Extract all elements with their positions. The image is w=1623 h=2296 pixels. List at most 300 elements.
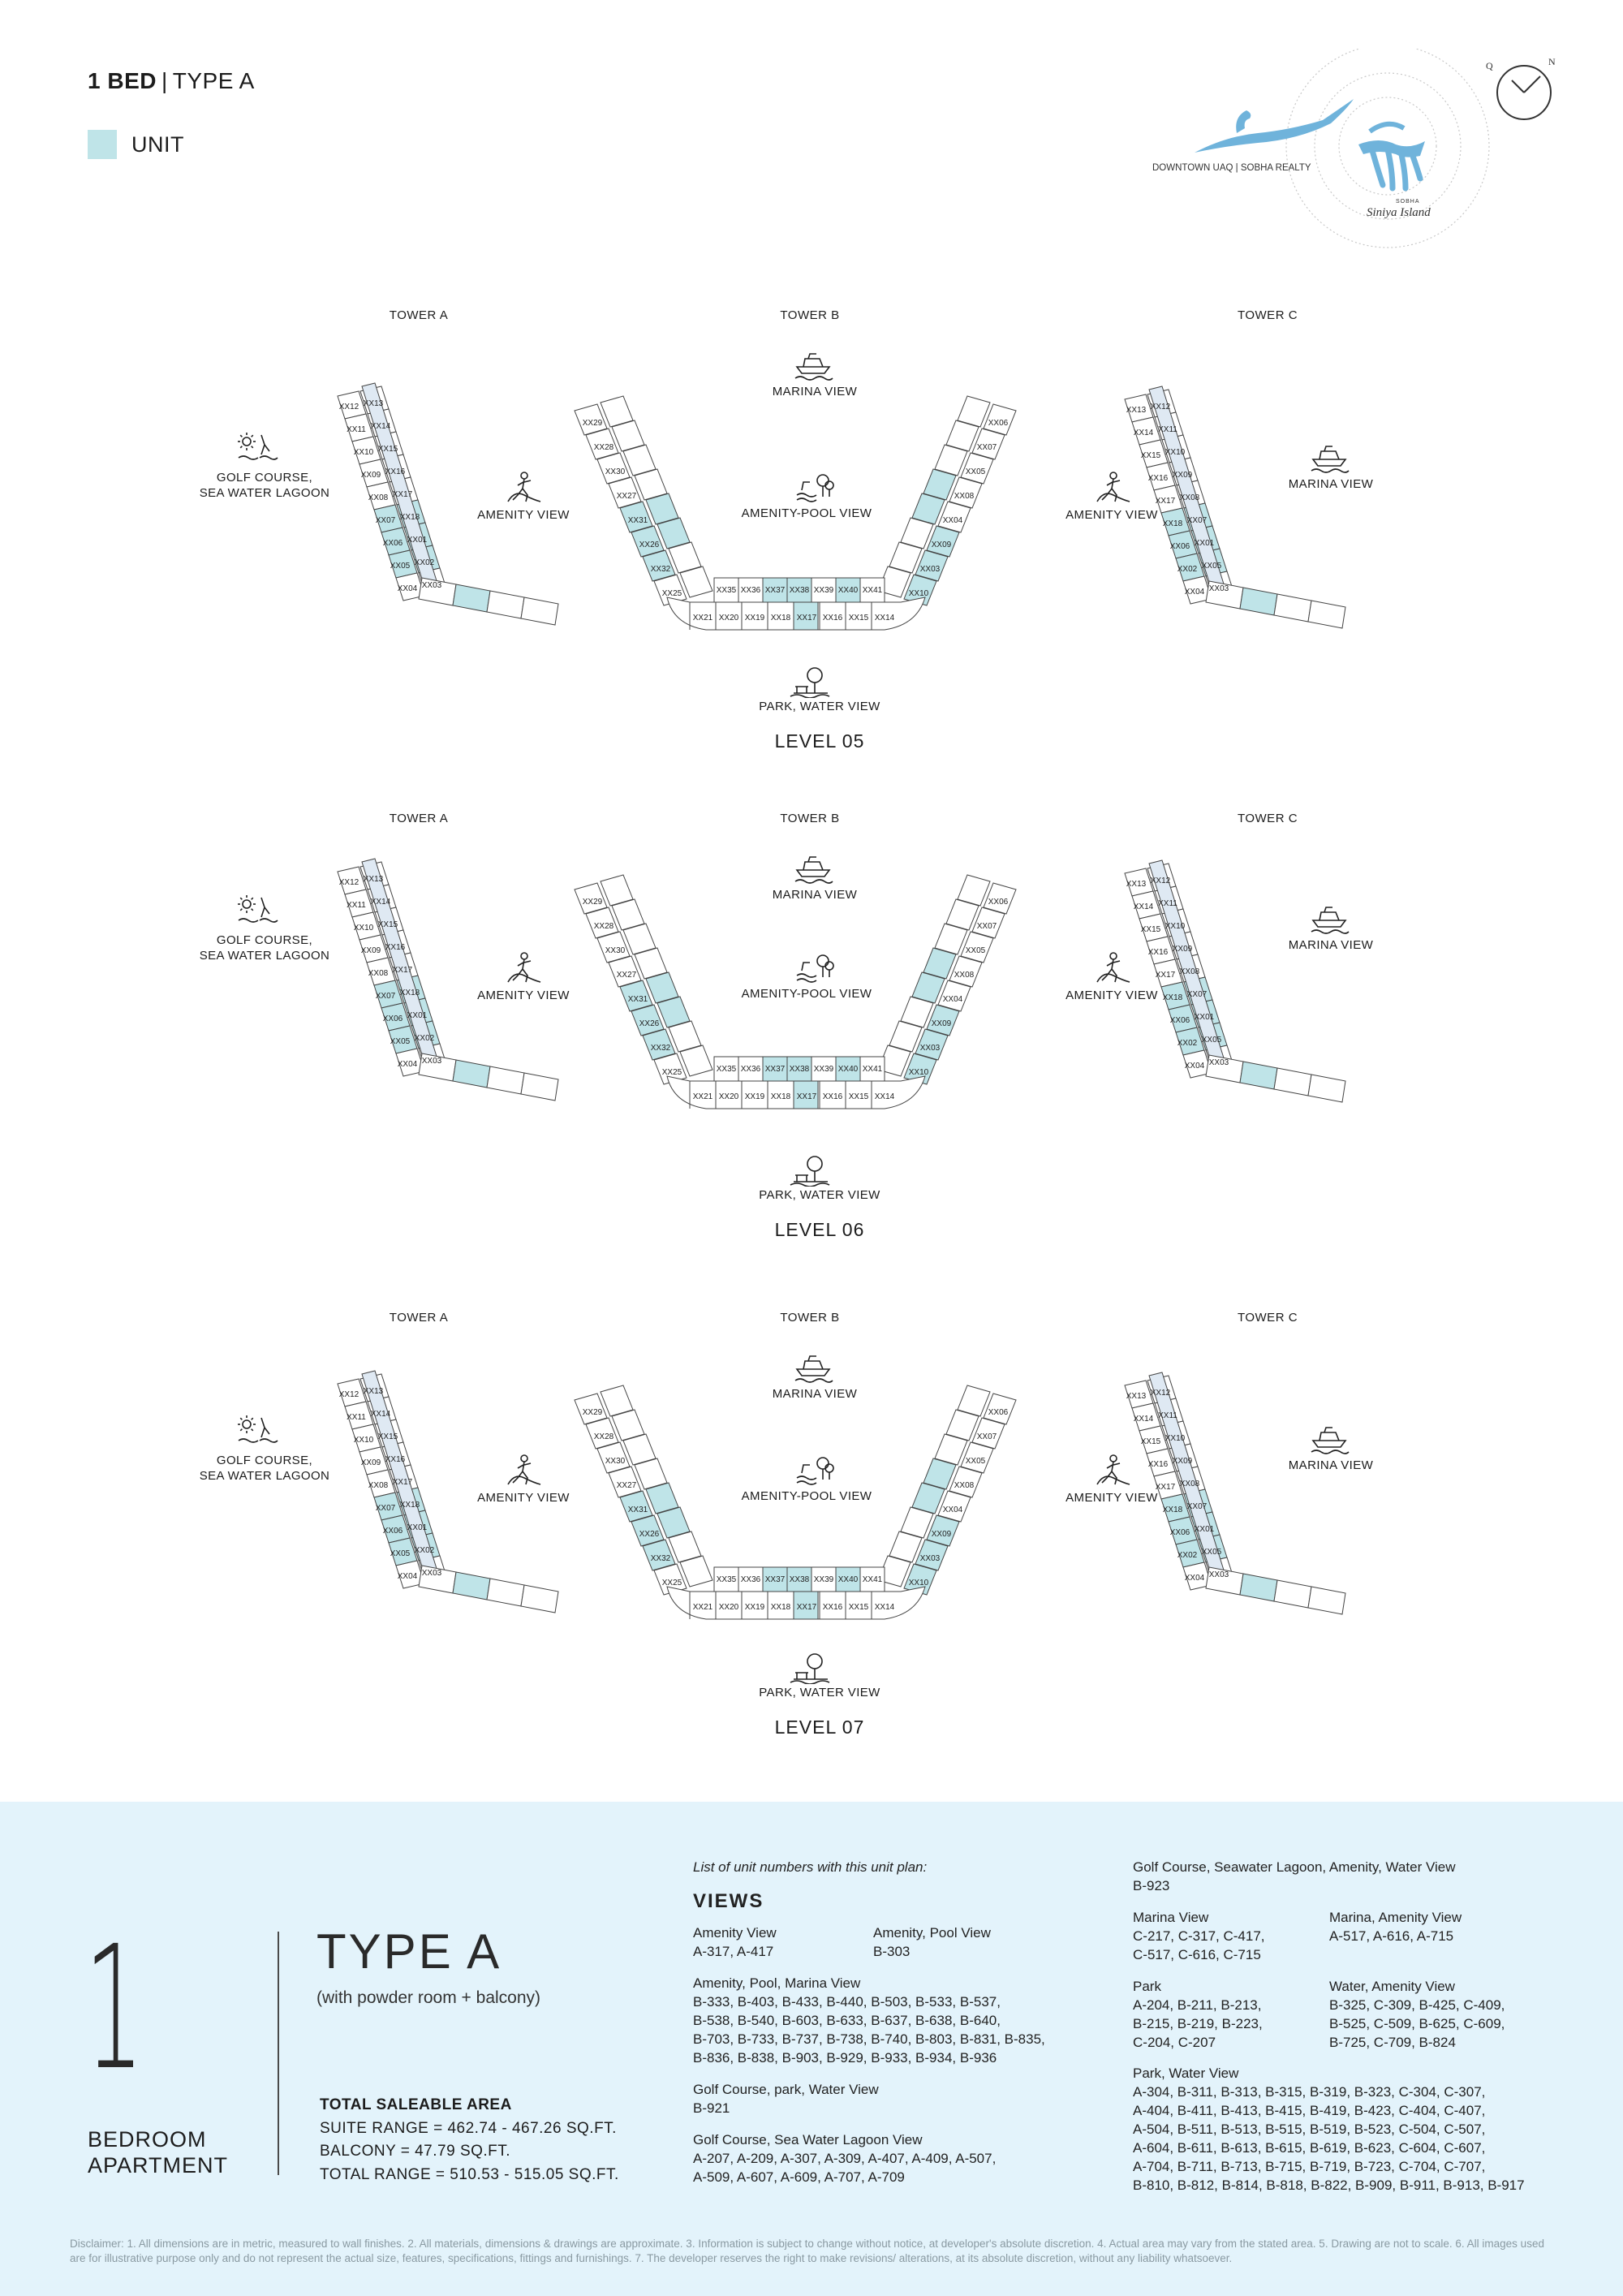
unit-label: XX11 — [347, 1413, 366, 1422]
unit-label: XX31 — [627, 995, 648, 1004]
unit-label: XX40 — [837, 586, 859, 595]
marina-icon — [792, 1351, 834, 1384]
unit-label: XX39 — [813, 586, 834, 595]
unit-label: XX17 — [796, 1603, 817, 1612]
unit-label: XX05 — [390, 1549, 411, 1558]
unit-label: XX26 — [639, 541, 660, 549]
unit-label: XX06 — [1169, 1016, 1190, 1025]
unit-label: XX35 — [716, 586, 737, 595]
unit-label: XX13 — [1126, 406, 1147, 415]
view-group-units: A-207, A-209, A-307, A-309, A-407, A-409, A-507, — [693, 2150, 997, 2166]
unit-label: XX41 — [862, 1575, 883, 1584]
unit-label: XX05 — [965, 467, 986, 476]
unit-label: XX07 — [375, 516, 396, 525]
tower-label: TOWER A — [389, 1311, 449, 1325]
unit-label: XX04 — [942, 995, 963, 1004]
view-group-title: Golf Course, park, Water View — [693, 2081, 879, 2097]
unit-label: XX17 — [392, 490, 413, 499]
unit-label: XX26 — [639, 1019, 660, 1028]
park-water-view-label: PARK, WATER VIEW — [759, 1188, 880, 1202]
unit-label: XX18 — [399, 989, 420, 997]
pool-icon — [792, 471, 834, 503]
view-group — [1133, 1859, 1555, 1896]
amenity-pool-view-label: AMENITY-POOL VIEW — [741, 506, 872, 520]
amenity-pool-view-label: AMENITY-POOL VIEW — [741, 1489, 872, 1503]
unit-label: XX15 — [848, 1603, 869, 1612]
amenity-icon — [502, 1454, 544, 1486]
view-group-units: A-604, B-611, B-613, B-615, B-619, B-623, C-604, C-607, — [1133, 2140, 1486, 2156]
tower-label: TOWER C — [1237, 308, 1298, 322]
unit-label: XX13 — [1126, 880, 1147, 889]
unit-label: XX14 — [370, 422, 391, 431]
golf-lagoon-icon — [237, 430, 279, 463]
view-group-units: C-217, C-317, C-417, — [1133, 1928, 1265, 1944]
unit-cell — [1274, 594, 1311, 622]
bedroom-label: BEDROOM — [88, 2127, 207, 2152]
views-column-1 — [693, 1859, 1115, 2200]
golf-lagoon-icon — [237, 1413, 279, 1445]
unit-label: XX03 — [421, 581, 442, 590]
unit-label: XX40 — [837, 1575, 859, 1584]
amenity-icon — [1091, 1454, 1133, 1486]
unit-label: XX03 — [1208, 584, 1229, 593]
unit-label: XX09 — [1172, 945, 1193, 954]
unit-label: XX12 — [1150, 877, 1171, 885]
unit-cell — [1240, 1574, 1277, 1601]
unit-label: XX27 — [616, 971, 637, 980]
unit-label: XX07 — [976, 443, 997, 452]
unit-label: XX36 — [740, 1065, 761, 1074]
unit-label: XX06 — [1169, 1528, 1190, 1537]
unit-label: XX14 — [1133, 429, 1154, 437]
view-group — [693, 1924, 873, 1962]
unit-label: XX40 — [837, 1065, 859, 1074]
amenity-icon — [1091, 951, 1133, 984]
level-title: LEVEL 05 — [774, 730, 865, 752]
suite-range: SUITE RANGE = 462.74 - 467.26 SQ.FT. — [320, 2119, 617, 2137]
unit-label: XX01 — [1194, 539, 1215, 548]
marina-view-label: MARINA VIEW — [1288, 1458, 1374, 1472]
unit-label: XX36 — [740, 1575, 761, 1584]
unit-label: XX10 — [353, 1436, 374, 1445]
unit-label: XX20 — [718, 1603, 739, 1612]
view-group-units: B-921 — [693, 2100, 730, 2116]
tower-b-plan — [568, 1379, 1022, 1639]
unit-label: XX03 — [1208, 1570, 1229, 1579]
compass-north-label: N — [1548, 56, 1556, 67]
unit-label: XX08 — [954, 971, 975, 980]
unit-label: XX05 — [1201, 562, 1222, 571]
unit-label: XX09 — [1172, 471, 1193, 480]
tower-label: TOWER A — [389, 308, 449, 322]
unit-label: XX16 — [822, 1092, 843, 1101]
unit-label: XX26 — [639, 1530, 660, 1539]
unit-label: XX38 — [789, 586, 810, 595]
unit-label: XX09 — [360, 946, 381, 955]
marina-icon — [1308, 902, 1350, 935]
level-05-plan — [0, 308, 1623, 763]
view-group — [1329, 1978, 1505, 2053]
unit-label: XX31 — [627, 516, 648, 525]
unit-label: XX03 — [421, 1569, 442, 1578]
unit-label: XX09 — [360, 1458, 381, 1467]
unit-label: XX11 — [1158, 899, 1177, 908]
unit-label: XX12 — [338, 1390, 359, 1399]
marina-icon — [1308, 442, 1350, 474]
unit-label: XX08 — [368, 969, 389, 978]
view-group-units: A-704, B-711, B-713, B-715, B-719, B-723, C-704, C-707, — [1133, 2159, 1486, 2175]
marina-view-label: MARINA VIEW — [772, 1387, 858, 1401]
view-group-title: Golf Course, Sea Water Lagoon View — [693, 2131, 923, 2147]
unit-label: XX07 — [976, 1432, 997, 1441]
unit-label: XX25 — [661, 1579, 682, 1587]
unit-label: XX05 — [390, 562, 411, 571]
view-group-units: A-304, B-311, B-313, B-315, B-319, B-323, C-304, C-307, — [1133, 2084, 1486, 2100]
unit-label: XX27 — [616, 1481, 637, 1490]
unit-label: XX32 — [650, 1044, 671, 1053]
unit-label: XX10 — [908, 589, 929, 598]
unit-label: XX05 — [390, 1037, 411, 1046]
amenity-icon — [1091, 471, 1133, 503]
view-group-title: Golf Course, Seawater Lagoon, Amenity, Water View — [1133, 1859, 1456, 1875]
disclaimer: Disclaimer: 1. All dimensions are in metric, measured to wall finishes. 2. All materials, dimensions & drawings are approximate. 3. Information is subject to change without notice, at developer's absolute discretion. 4. Actual area may vary from the stated area. 5. Drawing are not to scale. 6. All images used are for illustrative purpose only and do not represent the actual size, features, specifications, fittings and furnishings. 7. The developer reserves the right to make revisions/ alterations, at its absolute discretion, without any liability whatsoever. — [70, 2238, 1544, 2265]
views-row — [693, 1924, 1115, 1975]
unit-label: XX41 — [862, 1065, 883, 1074]
view-group-title: Marina View — [1133, 1909, 1209, 1925]
view-group-units: A-204, B-211, B-213, — [1133, 1997, 1262, 2013]
unit-label: XX14 — [1133, 902, 1154, 911]
unit-label: XX29 — [582, 419, 603, 428]
level-07-plan — [0, 1311, 1623, 1749]
unit-label: XX12 — [338, 403, 359, 411]
unit-label: XX18 — [399, 513, 420, 522]
view-group — [1133, 1978, 1329, 2053]
marina-icon — [792, 852, 834, 885]
level-title: LEVEL 07 — [774, 1717, 865, 1738]
unit-label: XX35 — [716, 1065, 737, 1074]
unit-label: XX07 — [1186, 516, 1208, 525]
unit-label: XX17 — [1155, 1483, 1176, 1492]
tower-label: TOWER B — [780, 812, 840, 825]
view-group-units: A-517, A-616, A-715 — [1329, 1928, 1454, 1944]
unit-label: XX04 — [1184, 1574, 1205, 1583]
title-separator: | — [161, 68, 168, 93]
unit-label: XX10 — [908, 1068, 929, 1077]
unit-label: XX15 — [1140, 1437, 1161, 1446]
unit-label: XX17 — [392, 966, 413, 975]
unit-label: XX07 — [976, 922, 997, 931]
tower-c-plan — [1112, 851, 1355, 1118]
unit-label: XX04 — [942, 516, 963, 525]
unit-label: XX14 — [874, 1092, 895, 1101]
unit-label: XX04 — [1184, 1062, 1205, 1070]
unit-label: XX14 — [370, 898, 391, 907]
view-group-units: A-509, A-607, A-609, A-707, A-709 — [693, 2169, 905, 2185]
unit-label: XX02 — [1177, 565, 1198, 574]
unit-label: XX14 — [874, 1603, 895, 1612]
unit-label: XX04 — [397, 1572, 418, 1581]
unit-label: XX28 — [593, 1432, 614, 1441]
unit-label: XX17 — [796, 614, 817, 622]
type-heading: TYPE A — [316, 1924, 502, 1979]
unit-label: XX39 — [813, 1065, 834, 1074]
unit-label: XX09 — [1172, 1457, 1193, 1466]
level-06-plan — [0, 812, 1623, 1250]
unit-cell — [1274, 1580, 1311, 1608]
unit-label: XX03 — [421, 1057, 442, 1066]
unit-label: XX04 — [397, 1060, 418, 1069]
pool-icon — [792, 951, 834, 984]
brand-script: Siniya Island — [1367, 206, 1431, 219]
golf-line-2: SEA WATER LAGOON — [199, 485, 330, 500]
views-row — [1133, 1978, 1555, 2066]
unit-label: XX09 — [931, 1530, 952, 1539]
unit-label: XX31 — [627, 1506, 648, 1514]
amenity-view-label: AMENITY VIEW — [477, 508, 570, 522]
type-label: TYPE A — [172, 68, 255, 93]
list-heading: List of unit numbers with this unit plan: — [693, 1859, 928, 1875]
unit-label: XX25 — [661, 1068, 682, 1077]
view-group-units: A-404, B-411, B-413, B-415, B-419, B-423, C-404, C-407, — [1133, 2103, 1486, 2119]
unit-label: XX18 — [770, 1603, 791, 1612]
view-group-units: A-317, A-417 — [693, 1944, 774, 1960]
unit-cell — [1240, 1062, 1277, 1089]
view-group-title: Amenity, Pool View — [873, 1925, 991, 1941]
park-water-view-label: PARK, WATER VIEW — [759, 1686, 880, 1699]
view-group-units: B-538, B-540, B-603, B-633, B-637, B-638, B-640, — [693, 2013, 1001, 2029]
tower-label: TOWER B — [780, 1311, 840, 1325]
golf-line-1: GOLF COURSE, — [216, 471, 313, 485]
unit-label: XX01 — [1194, 1525, 1215, 1534]
unit-cell — [453, 1572, 490, 1600]
unit-label: XX06 — [382, 1527, 403, 1536]
unit-label: XX30 — [605, 1457, 626, 1466]
view-group — [693, 1975, 1115, 2068]
unit-label: XX16 — [1147, 948, 1169, 957]
unit-label: XX16 — [385, 467, 406, 476]
unit-label: XX15 — [377, 1432, 398, 1441]
unit-label: XX01 — [407, 1523, 428, 1532]
unit-label: XX32 — [650, 1554, 671, 1563]
unit-label: XX01 — [407, 536, 428, 545]
unit-label: XX06 — [1169, 542, 1190, 551]
unit-cell — [521, 1585, 558, 1613]
unit-label: XX18 — [770, 1092, 791, 1101]
unit-label: XX21 — [692, 1092, 713, 1101]
apartment-label: APARTMENT — [88, 2153, 229, 2178]
view-group-title: Water, Amenity View — [1329, 1978, 1455, 1994]
unit-cell — [487, 1579, 524, 1606]
tower-a-plan — [325, 373, 568, 641]
view-group-title: Park — [1133, 1978, 1161, 1994]
unit-label: XX10 — [1165, 922, 1186, 931]
park-icon — [789, 666, 831, 698]
view-group-units: A-504, B-511, B-513, B-515, B-519, B-523, C-504, C-507, — [1133, 2122, 1486, 2138]
unit-label: XX25 — [661, 589, 682, 598]
amenity-view-label: AMENITY VIEW — [1065, 1491, 1158, 1505]
unit-label: XX38 — [789, 1575, 810, 1584]
unit-label: XX15 — [1140, 925, 1161, 934]
amenity-pool-view-label: AMENITY-POOL VIEW — [741, 987, 872, 1001]
unit-label: XX18 — [1162, 519, 1183, 528]
unit-label: XX17 — [796, 1092, 817, 1101]
unit-label: XX08 — [954, 1481, 975, 1490]
marina-view-label: MARINA VIEW — [772, 888, 858, 902]
unit-label: XX12 — [1150, 403, 1171, 411]
unit-label: XX20 — [718, 614, 739, 622]
bedroom-count: 1 — [84, 1909, 144, 2108]
unit-label: XX11 — [347, 901, 366, 910]
unit-label: XX14 — [370, 1410, 391, 1419]
view-group — [693, 2131, 1115, 2187]
golf-course-view-label — [200, 471, 330, 502]
legend-label: UNIT — [131, 131, 184, 157]
view-group-units: B-810, B-812, B-814, B-818, B-822, B-909, B-911, B-913, B-917 — [1133, 2178, 1525, 2194]
unit-label: XX14 — [1133, 1415, 1154, 1424]
view-group-units: C-204, C-207 — [1133, 2034, 1216, 2050]
view-group-units: B-836, B-838, B-903, B-929, B-933, B-934, B-936 — [693, 2049, 997, 2066]
park-icon — [789, 1652, 831, 1684]
unit-label: XX19 — [744, 1603, 765, 1612]
marina-icon — [1308, 1423, 1350, 1455]
unit-cell — [1274, 1068, 1311, 1096]
amenity-icon — [502, 951, 544, 984]
unit-label: XX19 — [744, 614, 765, 622]
golf-line-1: GOLF COURSE, — [216, 1454, 313, 1467]
legend — [88, 130, 184, 159]
unit-label: XX02 — [414, 558, 435, 567]
golf-course-view-label — [200, 1454, 330, 1484]
balcony-area: BALCONY = 47.79 SQ.FT. — [320, 2143, 511, 2160]
view-group-units: B-333, B-403, B-433, B-440, B-503, B-533, B-537, — [693, 1994, 1001, 2010]
unit-label: XX10 — [353, 448, 374, 457]
saleable-area — [320, 2094, 619, 2186]
tower-label: TOWER B — [780, 308, 840, 322]
views-heading: VIEWS — [693, 1889, 764, 1912]
views-row — [1133, 1909, 1555, 1978]
bed-label: 1 BED — [88, 68, 157, 93]
unit-label: XX12 — [338, 878, 359, 887]
tower-label: TOWER C — [1237, 1311, 1298, 1325]
unit-label: XX02 — [414, 1546, 435, 1555]
unit-label: XX27 — [616, 492, 637, 501]
view-group-units: B-325, C-309, B-425, C-409, — [1329, 1997, 1505, 2013]
unit-label: XX06 — [382, 539, 403, 548]
unit-label: XX20 — [718, 1092, 739, 1101]
view-group-units: B-215, B-219, B-223, — [1133, 2015, 1263, 2031]
unit-label: XX07 — [1186, 990, 1208, 999]
views-column-2 — [1133, 1859, 1555, 2208]
view-group-units: B-525, C-509, B-625, C-609, — [1329, 2015, 1505, 2031]
unit-label: XX18 — [1162, 1506, 1183, 1514]
unit-label: XX08 — [954, 492, 975, 501]
amenity-view-label: AMENITY VIEW — [477, 1491, 570, 1505]
unit-label: XX10 — [353, 924, 374, 933]
unit-label: XX03 — [1208, 1058, 1229, 1067]
unit-label: XX08 — [1179, 493, 1200, 502]
compass-left-label: Q — [1486, 60, 1493, 71]
view-group-title: Amenity View — [693, 1925, 777, 1941]
amenity-icon — [502, 471, 544, 503]
unit-label: XX16 — [385, 1455, 406, 1464]
unit-label: XX16 — [1147, 474, 1169, 483]
amenity-view-label: AMENITY VIEW — [1065, 508, 1158, 522]
unit-label: XX19 — [744, 1092, 765, 1101]
unit-label: XX37 — [764, 1575, 786, 1584]
unit-label: XX28 — [593, 922, 614, 931]
level-title: LEVEL 06 — [774, 1219, 865, 1240]
unit-label: XX10 — [908, 1579, 929, 1587]
golf-lagoon-icon — [237, 893, 279, 925]
unit-cell — [1308, 1587, 1345, 1614]
unit-label: XX18 — [399, 1501, 420, 1510]
unit-cell — [487, 591, 524, 618]
unit-label: XX13 — [1126, 1392, 1147, 1401]
unit-cell — [521, 1073, 558, 1101]
unit-cell — [1308, 601, 1345, 628]
unit-label: XX04 — [1184, 588, 1205, 597]
unit-label: XX17 — [1155, 971, 1176, 980]
unit-cell — [1308, 1075, 1345, 1102]
unit-label: XX11 — [1158, 1411, 1177, 1420]
unit-label: XX17 — [1155, 497, 1176, 506]
unit-label: XX11 — [1158, 425, 1177, 434]
view-group — [1329, 1909, 1462, 1965]
marina-view-label: MARINA VIEW — [1288, 477, 1374, 491]
view-group — [693, 2081, 1115, 2118]
total-range: TOTAL RANGE = 510.53 - 515.05 SQ.FT. — [320, 2165, 619, 2183]
unit-cell — [1240, 588, 1277, 615]
view-group — [1133, 2065, 1555, 2195]
unit-label: XX15 — [848, 614, 869, 622]
unit-label: XX09 — [931, 1019, 952, 1028]
unit-label: XX02 — [414, 1034, 435, 1043]
unit-label: XX08 — [368, 1481, 389, 1490]
unit-label: XX18 — [770, 614, 791, 622]
view-group-units: B-703, B-733, B-737, B-738, B-740, B-803, B-831, B-835, — [693, 2031, 1045, 2048]
unit-label: XX15 — [377, 445, 398, 454]
unit-label: XX03 — [919, 565, 941, 574]
unit-label: XX29 — [582, 1408, 603, 1417]
unit-label: XX38 — [789, 1065, 810, 1074]
unit-label: XX05 — [1201, 1036, 1222, 1045]
unit-cell — [453, 584, 490, 612]
unit-label: XX13 — [363, 399, 384, 408]
unit-label: XX05 — [965, 1457, 986, 1466]
unit-label: XX09 — [931, 541, 952, 549]
unit-label: XX08 — [1179, 967, 1200, 976]
park-water-view-label: PARK, WATER VIEW — [759, 700, 880, 713]
unit-label: XX11 — [347, 425, 366, 434]
unit-label: XX02 — [1177, 1039, 1198, 1048]
unit-label: XX07 — [1186, 1502, 1208, 1511]
saleable-area-heading: TOTAL SALEABLE AREA — [320, 2096, 512, 2113]
unit-label: XX15 — [848, 1092, 869, 1101]
amenity-view-label: AMENITY VIEW — [1065, 989, 1158, 1002]
unit-label: XX09 — [360, 471, 381, 480]
unit-label: XX37 — [764, 1065, 786, 1074]
golf-line-2: SEA WATER LAGOON — [199, 948, 330, 963]
unit-label: XX06 — [382, 1014, 403, 1023]
unit-label: XX13 — [363, 875, 384, 884]
unit-label: XX10 — [1165, 448, 1186, 457]
brand-top: SOBHA — [1396, 199, 1420, 205]
unit-label: XX12 — [1150, 1389, 1171, 1398]
unit-label: XX02 — [1177, 1551, 1198, 1560]
golf-course-view-label — [200, 933, 330, 964]
unit-label: XX35 — [716, 1575, 737, 1584]
tower-label: TOWER A — [389, 812, 449, 825]
